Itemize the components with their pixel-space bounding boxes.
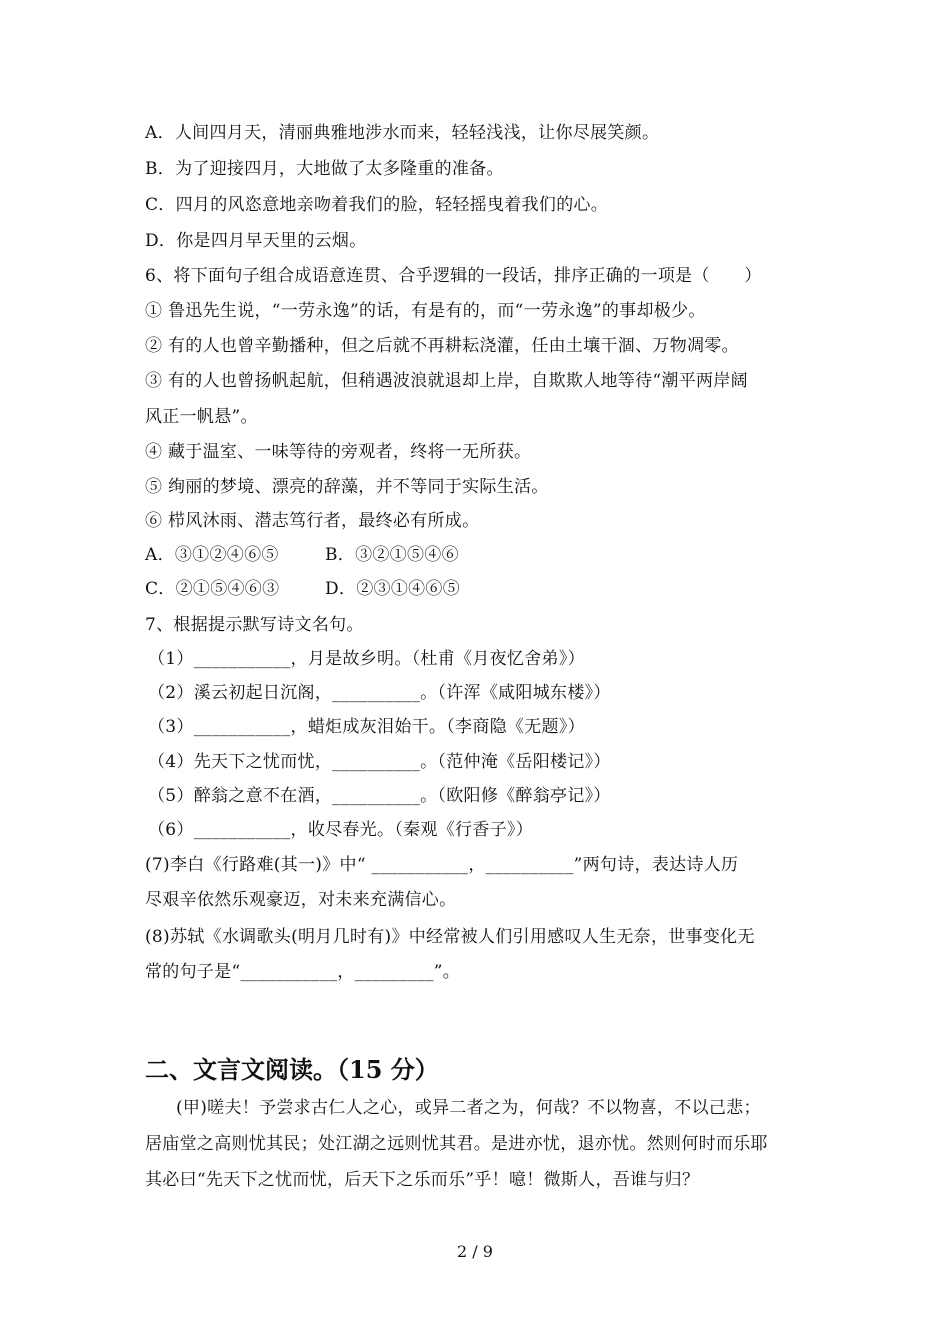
q6-options-row-2 — [145, 577, 815, 601]
sentence-2: ② 有的人也曾辛勤播种，但之后就不再耕耘浇灌，任由土壤干涸、万物凋零。 — [145, 336, 739, 356]
q7-item-1: （1）___________，月是故乡明。（杜甫《月夜忆舍弟》） — [148, 649, 585, 669]
q7-item-8-line-1: (8)苏轼《水调歌头(明月几时有)》中经常被人们引用感叹人生无奈，世事变化无 — [145, 927, 755, 947]
q7-item-5: （5）醉翁之意不在酒，__________。（欧阳修《醉翁亭记》） — [148, 786, 611, 806]
sentence-6: ⑥ 栉风沐雨、潜志笃行者，最终必有所成。 — [145, 511, 480, 531]
q6-option-d: D．②③①④⑥⑤ — [325, 579, 461, 599]
question-7-stem: 7、根据提示默写诗文名句。 — [145, 615, 364, 635]
section-2-heading: 二、文言文阅读。（15 分） — [145, 1055, 439, 1084]
q7-item-8-line-2: 常的句子是“___________，_________”。 — [145, 962, 461, 982]
q7-item-4: （4）先天下之忧而忧，__________。（范仲淹《岳阳楼记》） — [148, 752, 611, 772]
page-number: 2 / 9 — [457, 1242, 493, 1261]
passage-line-3: 其必曰“先天下之忧而忧，后天下之乐而乐”乎！噫！微斯人，吾谁与归？ — [145, 1170, 700, 1190]
passage-line-1: (甲)嗟夫！予尝求古仁人之心，或异二者之为，何哉？不以物喜，不以己悲； — [176, 1098, 761, 1118]
question-6-stem: 6、将下面句子组合成语意连贯、合乎逻辑的一段话，排序正确的一项是（ ） — [145, 266, 762, 286]
q7-item-6: （6）___________，收尽春光。（秦观《行香子》） — [148, 820, 534, 840]
option-b-text: B．为了迎接四月，大地做了太多隆重的准备。 — [145, 159, 504, 179]
sentence-3-continued: 风正一帆悬”。 — [145, 407, 258, 427]
option-a-text: A．人间四月天，清丽典雅地涉水而来，轻轻浅浅，让你尽展笑颜。 — [145, 123, 660, 143]
sentence-4: ④ 藏于温室、一味等待的旁观者，终将一无所获。 — [145, 442, 532, 462]
sentence-1: ① 鲁迅先生说，“一劳永逸”的话，有是有的，而“一劳永逸”的事却极少。 — [145, 301, 706, 321]
q6-option-b: B．③②①⑤④⑥ — [325, 545, 459, 565]
option-c-text: C．四月的风恣意地亲吻着我们的脸，轻轻摇曳着我们的心。 — [145, 195, 609, 215]
q7-item-2: （2）溪云初起日沉阁，__________。（许浑《咸阳城东楼》） — [148, 683, 611, 703]
q7-item-3: （3）___________，蜡炬成灰泪始干。（李商隐《无题》） — [148, 717, 585, 737]
q6-option-c: C．②①⑤④⑥③ — [145, 579, 280, 599]
q7-item-7-line-2: 尽艰辛依然乐观豪迈，对未来充满信心。 — [145, 890, 457, 910]
passage-line-2: 居庙堂之高则忧其民；处江湖之远则忧其君。是进亦忧，退亦忧。然则何时而乐耶 — [145, 1134, 768, 1154]
q6-option-a: A．③①②④⑥⑤ — [145, 545, 279, 565]
sentence-3: ③ 有的人也曾扬帆起航，但稍遇波浪就退却上岸，自欺欺人地等待“潮平两岸阔 — [145, 371, 748, 391]
q6-options-row-1 — [145, 543, 815, 567]
q7-item-7-line-1: (7)李白《行路难(其一)》中“ ___________，__________”两句诗，表达诗人历 — [145, 855, 739, 875]
sentence-5: ⑤ 绚丽的梦境、漂亮的辞藻，并不等同于实际生活。 — [145, 477, 549, 497]
option-d-text: D．你是四月早天里的云烟。 — [145, 231, 367, 251]
